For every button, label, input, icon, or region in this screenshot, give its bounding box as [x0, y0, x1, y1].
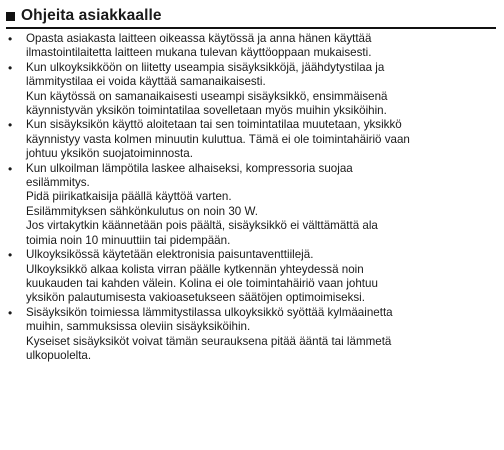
list-item-line: esilämmitys. [26, 176, 90, 190]
list-item-line: Kun ulkoilman lämpötila laskee alhaiseksi, kompressoria suojaa [26, 161, 353, 175]
bullet-icon: • [8, 248, 13, 263]
list-item [6, 118, 496, 161]
list-item-line: Ulkoyksikössä käytetään elektronisia paisuntaventtiilejä. [26, 248, 314, 262]
list-item-line: Kun sisäyksikön käyttö aloitetaan tai sen toimintatilaa muutetaan, yksikkö [26, 118, 402, 132]
instruction-list [6, 32, 496, 363]
list-item-line: käynnistyy vasta kolmen minuutin kuluttua. Tämä ei ole toimintahäiriö vaan [26, 132, 410, 146]
list-item-line: muihin, sammuksissa oleviin sisäyksiköihin. [26, 320, 251, 334]
list-item-line: Kun käytössä on samanaikaisesti useampi sisäyksikkö, ensimmäisenä [26, 89, 388, 103]
list-item-line: Sisäyksikön toimiessa lämmitystilassa ulkoyksikkö syöttää kylmäainetta [26, 305, 393, 319]
list-item-line: yksikön palautumisesta vakioasetukseen säätöjen optimoimiseksi. [26, 291, 365, 305]
list-item-line: johtuu yksikön suojatoiminnosta. [26, 147, 193, 161]
list-item-line: Ulkoyksikkö alkaa kolista virran päälle kytkennän yhteydessä noin [26, 262, 364, 276]
list-item-line: Kyseiset sisäyksiköt voivat tämän seurauksena pitää ääntä tai lämmetä [26, 334, 392, 348]
bullet-icon: • [8, 161, 13, 176]
list-item-line: Pidä piirikatkaisija päällä käyttöä varten. [26, 190, 232, 204]
list-item-line: Kun ulkoyksikköön on liitetty useampia sisäyksikköjä, jäähdytystilaa ja [26, 60, 385, 74]
list-item [6, 162, 496, 248]
list-item-line: Opasta asiakasta laitteen oikeassa käytössä ja anna hänen käyttää [26, 32, 372, 45]
list-item-line: Esilämmityksen sähkönkulutus on noin 30 W. [26, 204, 258, 218]
bullet-icon: • [8, 60, 13, 75]
section-heading [6, 6, 496, 26]
list-item-line: käynnistyvän yksikön toimintatilaa sovelletaan myös muihin yksiköihin. [26, 104, 387, 118]
section-title: Ohjeita asiakkaalle [21, 7, 162, 24]
bullet-icon: • [8, 32, 13, 46]
list-item [6, 61, 496, 119]
bullet-icon: • [8, 118, 13, 133]
list-item-line: toimia noin 10 minuuttiin tai pidempään. [26, 233, 231, 247]
list-item-line: lämmitystilaa ei voida käyttää samanaikaisesti. [26, 75, 266, 89]
list-item [6, 32, 496, 61]
heading-square-icon [6, 12, 15, 21]
heading-divider [6, 27, 496, 29]
list-item-line: ilmastointilaitetta laitteen mukana tulevan käyttöoppaan mukaisesti. [26, 46, 372, 60]
list-item [6, 306, 496, 364]
list-item-line: ulkopuolelta. [26, 348, 92, 362]
list-item-line: Jos virtakytkin käännetään pois päältä, sisäyksikkö ei välttämättä ala [26, 219, 378, 233]
list-item [6, 248, 496, 306]
list-item-line: kuukauden tai kahden välein. Kolina ei ole toimintahäiriö vaan johtuu [26, 276, 378, 290]
bullet-icon: • [8, 305, 13, 320]
